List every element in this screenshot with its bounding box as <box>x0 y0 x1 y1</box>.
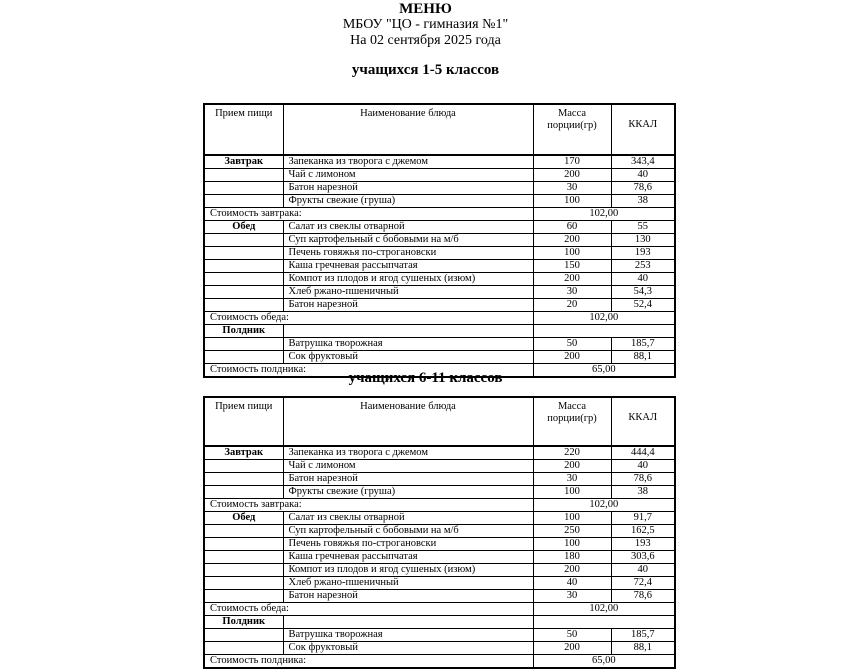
mass-cell: 200 <box>533 642 611 655</box>
table-row <box>204 195 675 208</box>
mass-cell: 200 <box>533 460 611 473</box>
kcal-cell: 193 <box>611 247 675 260</box>
empty-dish-cell <box>283 616 533 629</box>
cost-total-row <box>204 603 675 616</box>
mass-cell: 250 <box>533 525 611 538</box>
table-row <box>204 629 675 642</box>
total-value-cell: 102,00 <box>533 312 675 325</box>
table-row <box>204 273 675 286</box>
kcal-cell: 40 <box>611 169 675 182</box>
meal-cell <box>204 642 283 655</box>
total-value-cell: 102,00 <box>533 603 675 616</box>
menu-table-grades-6-11 <box>203 396 676 669</box>
table-row <box>204 299 675 312</box>
kcal-cell: 52,4 <box>611 299 675 312</box>
kcal-cell: 55 <box>611 221 675 234</box>
dish-cell: Компот из плодов и ягод сушеных (изюм) <box>283 273 533 286</box>
dish-cell: Чай с лимоном <box>283 169 533 182</box>
table-row <box>204 260 675 273</box>
mass-cell: 50 <box>533 629 611 642</box>
dish-cell: Фрукты свежие (груша) <box>283 195 533 208</box>
meal-cell: Полдник <box>204 616 283 629</box>
grades-1-5-heading: учащихся 1-5 классов <box>351 62 500 78</box>
meal-cell: Обед <box>204 512 283 525</box>
kcal-cell: 343,4 <box>611 155 675 169</box>
table-row <box>204 155 675 169</box>
mass-cell: 100 <box>533 247 611 260</box>
table-row <box>204 473 675 486</box>
column-header-mass <box>533 104 611 155</box>
mass-cell: 200 <box>533 169 611 182</box>
meal-cell <box>204 299 283 312</box>
meal-cell <box>204 590 283 603</box>
kcal-cell: 91,7 <box>611 512 675 525</box>
dish-cell: Каша гречневая рассыпчатая <box>283 260 533 273</box>
kcal-cell: 88,1 <box>611 642 675 655</box>
grades-6-11-table-container <box>203 396 676 669</box>
meal-cell <box>204 169 283 182</box>
kcal-cell: 78,6 <box>611 182 675 195</box>
kcal-cell: 40 <box>611 564 675 577</box>
dish-cell: Фрукты свежие (груша) <box>283 486 533 499</box>
total-value-cell: 102,00 <box>533 499 675 512</box>
table-row <box>204 616 675 629</box>
mass-cell: 170 <box>533 155 611 169</box>
dish-cell: Суп картофельный с бобовыми на м/б <box>283 234 533 247</box>
meal-cell <box>204 551 283 564</box>
table-row <box>204 564 675 577</box>
dish-cell: Печень говяжья по-строгановски <box>283 538 533 551</box>
kcal-cell: 253 <box>611 260 675 273</box>
dish-cell: Компот из плодов и ягод сушеных (изюм) <box>283 564 533 577</box>
meal-cell <box>204 286 283 299</box>
mass-cell: 30 <box>533 473 611 486</box>
kcal-cell: 193 <box>611 538 675 551</box>
mass-header-line1: Масса <box>557 401 587 412</box>
column-header-dish: Наименование блюда <box>283 397 533 446</box>
mass-cell: 30 <box>533 182 611 195</box>
dish-cell: Сок фруктовый <box>283 642 533 655</box>
meal-cell: Завтрак <box>204 446 283 460</box>
mass-cell: 20 <box>533 299 611 312</box>
meal-cell <box>204 525 283 538</box>
empty-merged-cell <box>533 616 675 629</box>
dish-cell: Ватрушка творожная <box>283 629 533 642</box>
meal-cell <box>204 273 283 286</box>
mass-cell: 30 <box>533 286 611 299</box>
grades-1-5-table-container <box>203 103 676 378</box>
dish-cell: Батон нарезной <box>283 590 533 603</box>
dish-cell: Чай с лимоном <box>283 460 533 473</box>
dish-cell: Хлеб ржано-пшеничный <box>283 286 533 299</box>
kcal-cell: 303,6 <box>611 551 675 564</box>
dish-cell: Хлеб ржано-пшеничный <box>283 577 533 590</box>
kcal-cell: 40 <box>611 460 675 473</box>
table-row <box>204 247 675 260</box>
mass-cell: 60 <box>533 221 611 234</box>
dish-cell: Салат из свеклы отварной <box>283 221 533 234</box>
meal-cell: Обед <box>204 221 283 234</box>
dish-cell: Печень говяжья по-строгановски <box>283 247 533 260</box>
mass-cell: 40 <box>533 577 611 590</box>
mass-cell: 50 <box>533 338 611 351</box>
meal-cell <box>204 260 283 273</box>
menu-table-grades-1-5 <box>203 103 676 378</box>
total-label-cell: Стоимость полдника: <box>204 655 533 669</box>
empty-merged-cell <box>533 325 675 338</box>
kcal-cell: 130 <box>611 234 675 247</box>
mass-cell: 100 <box>533 195 611 208</box>
table-row <box>204 577 675 590</box>
dish-cell: Батон нарезной <box>283 473 533 486</box>
kcal-cell: 40 <box>611 273 675 286</box>
meal-cell <box>204 247 283 260</box>
mass-header-line1: Масса <box>557 108 587 119</box>
document-header <box>0 1 851 49</box>
dish-cell: Салат из свеклы отварной <box>283 512 533 525</box>
table-row <box>204 169 675 182</box>
kcal-cell: 54,3 <box>611 286 675 299</box>
table-row <box>204 512 675 525</box>
mass-cell: 200 <box>533 564 611 577</box>
meal-cell <box>204 182 283 195</box>
total-value-cell: 65,00 <box>533 364 675 378</box>
meal-cell <box>204 564 283 577</box>
dish-cell: Батон нарезной <box>283 299 533 312</box>
kcal-cell: 185,7 <box>611 629 675 642</box>
dish-cell: Суп картофельный с бобовыми на м/б <box>283 525 533 538</box>
table-header-row <box>204 397 675 446</box>
table-row <box>204 182 675 195</box>
column-header-kcal: ККАЛ <box>611 397 675 446</box>
table-row <box>204 551 675 564</box>
kcal-cell: 72,4 <box>611 577 675 590</box>
dish-cell: Батон нарезной <box>283 182 533 195</box>
meal-cell <box>204 486 283 499</box>
cost-total-row <box>204 312 675 325</box>
column-header-dish: Наименование блюда <box>283 104 533 155</box>
table-row <box>204 325 675 338</box>
kcal-cell: 88,1 <box>611 351 675 364</box>
mass-cell: 200 <box>533 234 611 247</box>
meal-cell <box>204 577 283 590</box>
document-title: МЕНЮ <box>399 1 452 17</box>
dish-cell: Запеканка из творога с джемом <box>283 446 533 460</box>
dish-cell: Сок фруктовый <box>283 351 533 364</box>
table-row <box>204 538 675 551</box>
kcal-cell: 78,6 <box>611 473 675 486</box>
table-row <box>204 525 675 538</box>
grades-6-11-heading: учащихся 6-11 классов <box>348 370 503 386</box>
kcal-cell: 444,4 <box>611 446 675 460</box>
table-row <box>204 338 675 351</box>
column-header-kcal: ККАЛ <box>611 104 675 155</box>
mass-header-line2: порции(гр) <box>547 120 597 131</box>
kcal-cell: 185,7 <box>611 338 675 351</box>
table-row <box>204 221 675 234</box>
dish-cell: Запеканка из творога с джемом <box>283 155 533 169</box>
table-row <box>204 642 675 655</box>
total-value-cell: 65,00 <box>533 655 675 669</box>
total-label-cell: Стоимость завтрака: <box>204 499 533 512</box>
mass-cell: 150 <box>533 260 611 273</box>
meal-cell <box>204 473 283 486</box>
mass-cell: 200 <box>533 273 611 286</box>
empty-dish-cell <box>283 325 533 338</box>
mass-cell: 100 <box>533 512 611 525</box>
column-header-meal: Прием пищи <box>204 397 283 446</box>
mass-header-line2: порции(гр) <box>547 413 597 424</box>
meal-cell <box>204 538 283 551</box>
meal-cell: Завтрак <box>204 155 283 169</box>
meal-cell <box>204 234 283 247</box>
kcal-cell: 38 <box>611 486 675 499</box>
organization-name: МБОУ "ЦО - гимназия №1" <box>342 17 509 32</box>
dish-cell: Ватрушка творожная <box>283 338 533 351</box>
mass-cell: 30 <box>533 590 611 603</box>
meal-cell <box>204 460 283 473</box>
dish-cell: Каша гречневая рассыпчатая <box>283 551 533 564</box>
mass-cell: 180 <box>533 551 611 564</box>
cost-total-row <box>204 655 675 669</box>
table-row <box>204 446 675 460</box>
table-row <box>204 460 675 473</box>
cost-total-row <box>204 499 675 512</box>
meal-cell: Полдник <box>204 325 283 338</box>
mass-cell: 220 <box>533 446 611 460</box>
total-label-cell: Стоимость обеда: <box>204 312 533 325</box>
table-row <box>204 590 675 603</box>
column-header-meal: Прием пищи <box>204 104 283 155</box>
cost-total-row <box>204 208 675 221</box>
mass-cell: 100 <box>533 538 611 551</box>
total-label-cell: Стоимость обеда: <box>204 603 533 616</box>
table-row <box>204 234 675 247</box>
column-header-mass <box>533 397 611 446</box>
menu-date: На 02 сентября 2025 года <box>350 33 501 48</box>
mass-cell: 200 <box>533 351 611 364</box>
mass-cell: 100 <box>533 486 611 499</box>
table-row <box>204 351 675 364</box>
table-row <box>204 286 675 299</box>
meal-cell <box>204 629 283 642</box>
table-header-row <box>204 104 675 155</box>
table-row <box>204 486 675 499</box>
meal-cell <box>204 338 283 351</box>
kcal-cell: 38 <box>611 195 675 208</box>
meal-cell <box>204 351 283 364</box>
total-value-cell: 102,00 <box>533 208 675 221</box>
meal-cell <box>204 195 283 208</box>
total-label-cell: Стоимость полдника: <box>204 364 533 378</box>
total-label-cell: Стоимость завтрака: <box>204 208 533 221</box>
kcal-cell: 162,5 <box>611 525 675 538</box>
kcal-cell: 78,6 <box>611 590 675 603</box>
